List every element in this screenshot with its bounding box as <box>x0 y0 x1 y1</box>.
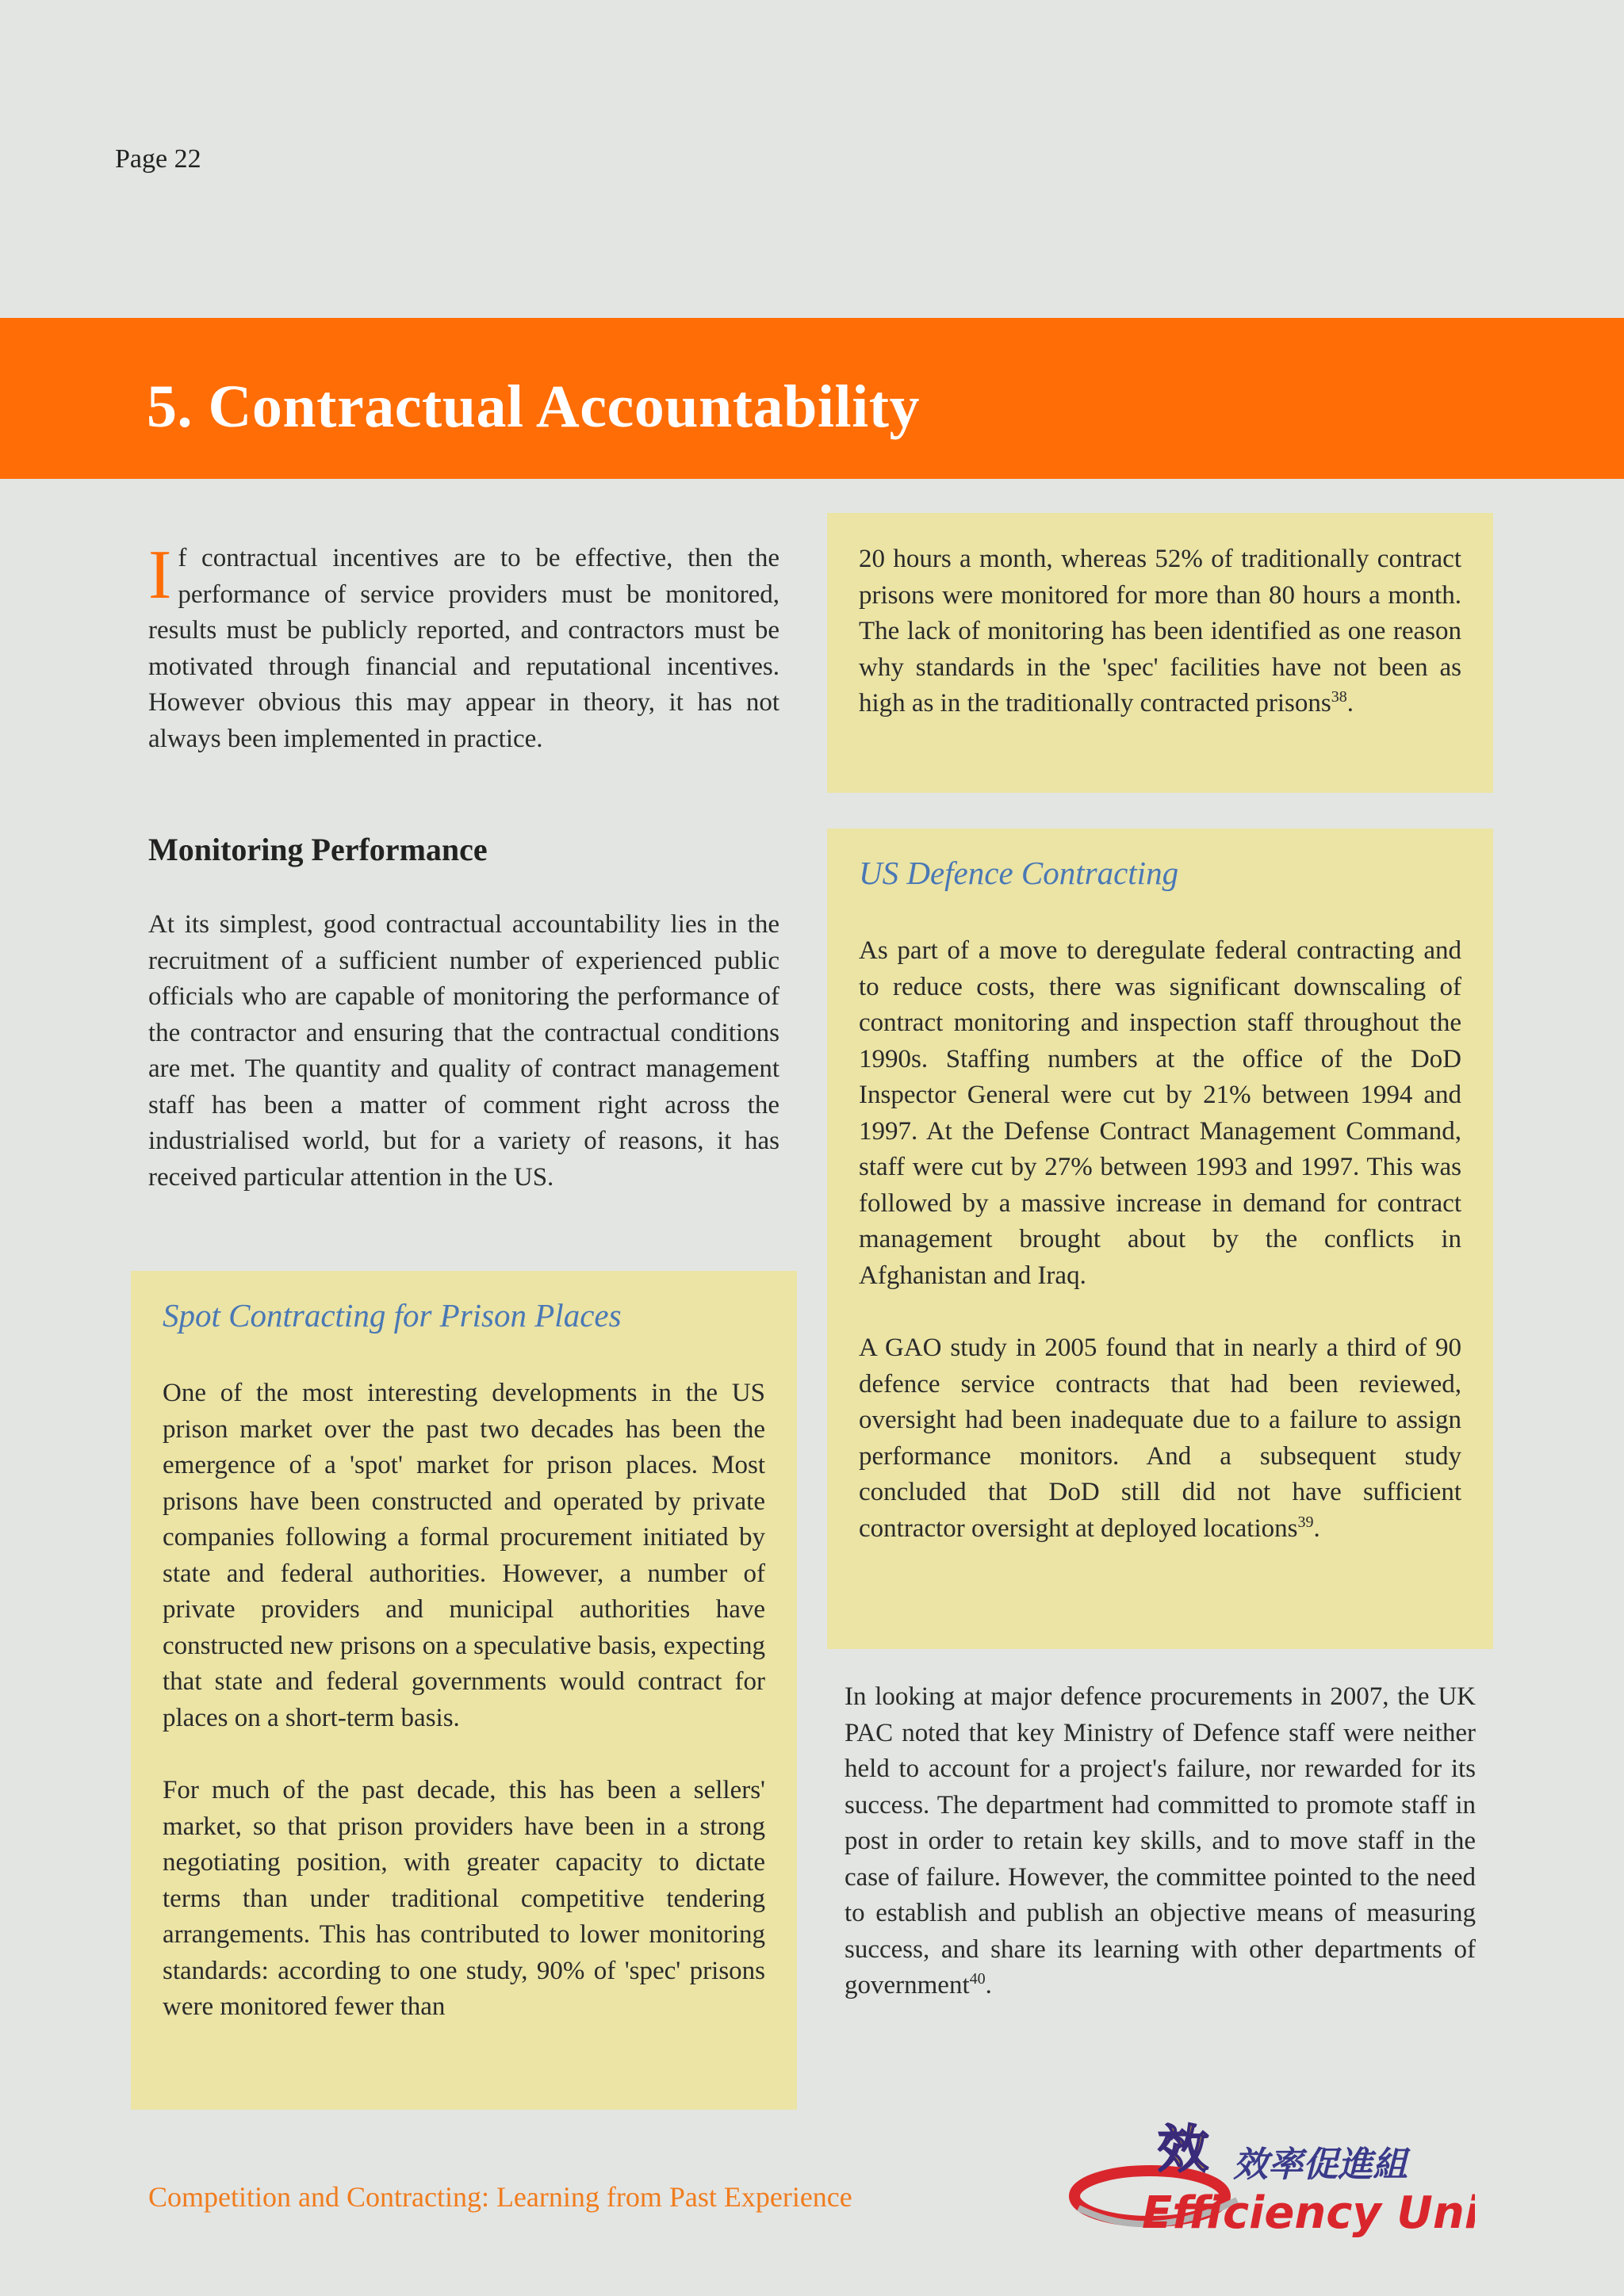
uk-defence-paragraph: In looking at major defence procurements in 2007, the UK PAC noted that key Ministry of Defence staff were neither held to account for a project's failure, nor rewarded for its success. The department had committed to promote staff in post in order to retain key skills, and to move staff in the case of failure. However, the committee pointed to the need to establish and publish an objective means of measuring success, and share its learning with other departments of government$^{40}$. <box>845 1682 1476 1999</box>
us-defence-box <box>827 828 1493 1649</box>
page-number: Page 22 <box>115 144 201 174</box>
continued-box <box>827 513 1493 793</box>
footnote-ref: 40 <box>969 1970 986 1988</box>
svg-text:效: 效 <box>1158 2121 1208 2179</box>
footnote-ref: 39 <box>1297 1513 1314 1531</box>
continued-box-text: 20 hours a month, whereas 52% of traditionally contract prisons were monitored for more than 80 hours a month. The lack of monitoring has been identified as one reason why standards in the 'spec' facilities have not been as high as in the traditionally contracted prisons$^{38}$. <box>859 545 1461 718</box>
logo-english-text: Efficiency Unit <box>1142 2187 1475 2239</box>
footnote-ref: 38 <box>1331 688 1347 706</box>
footer-text: Competition and Contracting: Learning from Past Experience <box>148 2181 852 2213</box>
us-box-para-2: A GAO study in 2005 found that in nearly a third of 90 defence service contracts that had been reviewed, oversight had been inadequate due to a failure to assign performance monitors. And a subsequent study concluded that DoD still did not have sufficient contractor oversight at deployed locations$^{39}$. <box>859 1334 1461 1543</box>
intro-paragraph <box>148 537 779 757</box>
spot-contracting-box <box>131 1271 797 2110</box>
intro-text: f contractual incentives are to be effective, then the performance of service providers must be monitored, results must be publicly reported, and contractors must be motivated through financial and reputational incentives. However obvious this may appear in theory, it has not always been implemented in practice. <box>148 544 779 753</box>
logo-chinese-text: 效率促進組 <box>1233 2145 1408 2185</box>
chapter-title: 5. Contractual Accountability <box>147 373 921 440</box>
monitoring-paragraph: At its simplest, good contractual accountability lies in the recruitment of a sufficient number of experienced public officials who are capable of monitoring the performance of the contractor and ensuring that the contractual conditions are met. The quantity and quality of contract management staff has been a matter of comment right across the industrialised world, but for a variety of reasons, it has received particular attention in the US. <box>148 910 779 1192</box>
us-box-para-1: As part of a move to deregulate federal contracting and to reduce costs, there was significant downscaling of contract monitoring and inspection staff throughout the 1990s. Staffing numbers at the office of the DoD Inspector General were cut by 21% between 1994 and 1997. At the Defense Contract Management Command, staff were cut by 27% between 1993 and 1997. This was followed by a massive increase in demand for contract management brought about by the conflicts in Afghanistan and Iraq. <box>859 936 1461 1290</box>
efficiency-unit-logo <box>1063 2113 1475 2240</box>
drop-cap: I <box>148 537 172 614</box>
spot-box-para-2: For much of the past decade, this has been a sellers' market, so that prison providers have been in a strong negotiating position, with greater capacity to dictate terms than under traditional competitive tendering arrangements. This has contributed to lower monitoring standards: according to one study, 90% of 'spec' prisons were monitored fewer than <box>163 1776 765 2021</box>
spot-box-para-1: One of the most interesting developments in the US prison market over the past two decades has been the emergence of a 'spot' market for prison places. Most prisons have been constructed and operated by private companies following a formal procurement initiated by state and federal authorities. However, a number of private providers and municipal authorities have constructed new prisons on a speculative basis, expecting that state and federal governments would contract for places on a short-term basis. <box>163 1379 765 1732</box>
us-box-heading: US Defence Contracting <box>859 855 1179 891</box>
section-heading-monitoring: Monitoring Performance <box>148 832 488 867</box>
spot-box-heading: Spot Contracting for Prison Places <box>163 1297 622 1334</box>
